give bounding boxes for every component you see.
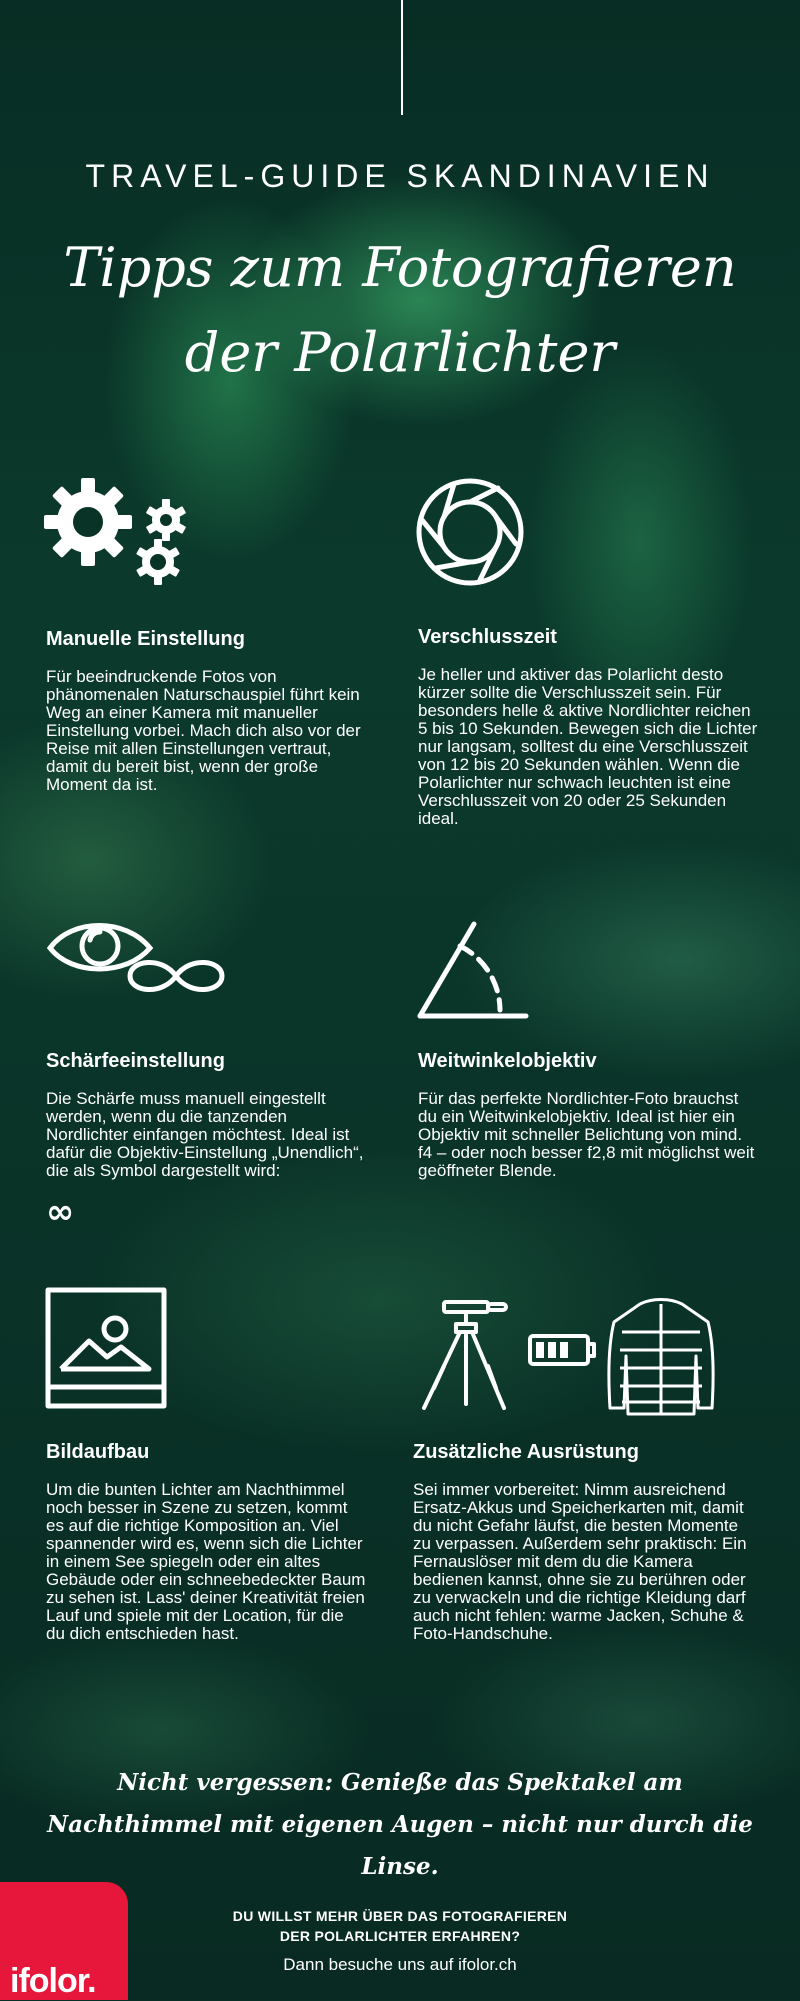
eye-infinity-icon xyxy=(46,910,226,1002)
section-text: Für das perfekte Nordlichter-Foto brauchst du ein Weitwinkelobjektiv. Ideal ist hier ein Objektiv mit schneller Belichtung von mind. f4 – oder noch besser f2,8 mit möglichst weit geöffneter Blende. xyxy=(418,1089,755,1180)
reminder-note: Nicht vergessen: Genieße das Spektakel am Nachthimmel mit eigenen Augen – nicht nur durch die Linse. xyxy=(47,1769,753,1880)
landscape-picture-icon xyxy=(45,1287,169,1409)
page-title: Tipps zum Fotografieren der Polarlichter xyxy=(63,236,737,384)
tripod-battery-jacket-icon xyxy=(408,1296,718,1420)
cta-line: DU WILLST MEHR ÜBER DAS FOTOGRAFIEREN xyxy=(232,1908,568,1924)
section-heading: Zusätzliche Ausrüstung xyxy=(413,1441,639,1463)
section-text: Die Schärfe muss manuell eingestellt werden, wenn du die tanzenden Nordlichter einfangen möchtest. Ideal ist dafür die Objektiv-Einstellung „Unendlich“, die als Symbol dargestellt wird: xyxy=(46,1089,364,1180)
section-text: Sei immer vorbereitet: Nimm ausreichend Ersatz-Akkus und Speicherkarten mit, damit du nicht Gefahr läufst, die besten Momente zu verpassen. Außerdem sehr praktisch: Ein Fernauslöser mit dem du die Kamera bedienen kannst, ohne sie zu berühren oder zu verwackeln und die richtige Kleidung darf auch nicht fehlen: warme Jacken, Schuhe & Foto-Handschuhe. xyxy=(413,1480,747,1643)
logo-text: ifolor. xyxy=(10,1962,96,2000)
cta-heading xyxy=(190,1906,610,1946)
top-divider-line xyxy=(401,0,403,115)
cta-link[interactable]: Dann besuche uns auf ifolor.ch xyxy=(283,1955,517,1974)
section-heading: Verschlusszeit xyxy=(418,626,557,648)
gears-icon xyxy=(44,474,194,589)
section-heading: Manuelle Einstellung xyxy=(46,628,245,650)
aperture-icon xyxy=(414,476,526,588)
guide-kicker: TRAVEL-GUIDE SKANDINAVIEN xyxy=(85,158,715,194)
section-heading: Schärfeeinstellung xyxy=(46,1050,225,1072)
ifolor-logo[interactable] xyxy=(0,1882,128,2000)
infinity-symbol: ∞ xyxy=(46,1192,75,1232)
section-text: Je heller und aktiver das Polarlicht desto kürzer sollte die Verschlusszeit sein. Für besonders helle & aktive Nordlichter reichen 5 bis 10 Sekunden. Bewegen sich die Lichter nur langsam, solltest du eine Verschlusszeit von 12 bis 20 Sekunden wählen. Wenn die Polarlichter nur schwach leuchten ist eine Verschlusszeit von 20 oder 25 Sekunden ideal. xyxy=(418,665,758,828)
section-text: Um die bunten Lichter am Nachthimmel noch besser in Szene zu setzen, kommt es auf die richtige Komposition an. Viel spannender wird es, wenn sich die Lichter in einem See spiegeln oder ein altes Gebäude oder ein schneebedeckter Baum zu sehen ist. Lass' deiner Kreativität freien Lauf und spiele mit der Location, für die du dich entschieden hast. xyxy=(46,1480,366,1643)
section-heading: Bildaufbau xyxy=(46,1441,150,1463)
section-text: Für beeindruckende Fotos von phänomenalen Naturschauspiel führt kein Weg an einer Kamera mit manueller Einstellung vorbei. Mach dich also vor der Reise mit allen Einstellungen vertraut, damit du bereit bist, wenn der große Moment da ist. xyxy=(46,667,361,794)
angle-icon xyxy=(416,918,528,1020)
section-heading: Weitwinkelobjektiv xyxy=(418,1050,597,1072)
cta-line: DER POLARLICHTER ERFAHREN? xyxy=(279,1928,521,1944)
